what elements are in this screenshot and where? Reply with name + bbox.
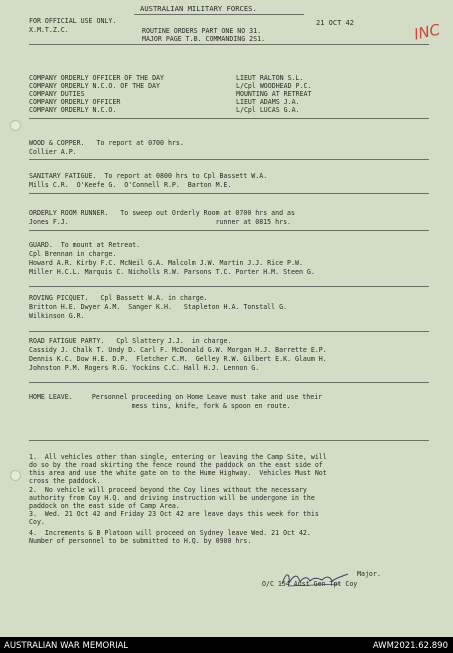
divider (29, 193, 429, 194)
duty-name: MOUNTING AT RETREAT (236, 90, 312, 98)
archive-name: AUSTRALIAN WAR MEMORIAL (4, 641, 129, 651)
duty-role: COMPANY ORDERLY OFFICER (29, 98, 121, 106)
home-leave-text: mess tins, knife, fork & spoon en route. (80, 402, 291, 410)
note-line: cross the paddock. (29, 477, 101, 485)
wood-names: Collier A.P. (29, 148, 77, 156)
punch-hole (10, 120, 21, 131)
order-date: 21 OCT 42 (316, 19, 354, 27)
road-heading: ROAD FATIGUE PARTY. Cpl Slattery J.J. in charge. (29, 337, 232, 345)
note-line: 1. All vehicles other than single, entering or leaving the Camp Site, will (29, 453, 327, 461)
guard-heading: GUARD. To mount at Retreat. (29, 241, 141, 249)
classification: FOR OFFICIAL USE ONLY. (29, 17, 117, 25)
duty-role: COMPANY ORDERLY N.C.O. (29, 106, 117, 114)
note-line: authority from Coy H.Q. and driving instruction will be undergone in the (29, 494, 315, 502)
divider (29, 118, 429, 119)
duty-name: L/Cpl WOODHEAD P.C. (236, 82, 312, 90)
duty-role: COMPANY ORDERLY OFFICER OF THE DAY (29, 74, 164, 82)
note-line: 3. Wed. 21 Oct 42 and Friday 23 Oct 42 are leave days this week for this (29, 510, 319, 518)
archive-footer (0, 637, 453, 653)
note-line: this area and use the white gate on to the Hume Highway. Vehicles Must Not (29, 469, 327, 477)
note-line: paddock on the east side of Camp Area. (29, 502, 180, 510)
roving-names: Wilkinson G.R. (29, 312, 85, 320)
road-names: Dennis K.C. Dow H.E. D.P. Fletcher C.M. Gelley R.W. Gilbert E.K. Glaum H. (29, 355, 327, 363)
document-title: AUSTRALIAN MILITARY FORCES. (140, 4, 257, 13)
roving-heading: ROVING PICQUET. Cpl Bassett W.A. in charge. (29, 294, 208, 302)
orderly-room-names: Jones F.J. runner at 0815 hrs. (29, 218, 292, 226)
home-leave-heading: HOME LEAVE. (29, 393, 73, 401)
handwritten-stamp: INC (412, 20, 442, 44)
guard-charge: Cpl Brennan in charge. (29, 250, 117, 258)
road-names: Cassidy J. Chalk T. Undy D. Carl F. McDonald G.W. Morgan H.J. Barrette E.P. (29, 346, 327, 354)
divider (29, 331, 429, 332)
home-leave-text: Personnel proceeding on Home Leave must take and use their (80, 393, 323, 401)
signature-rank: Major. (357, 570, 381, 578)
road-names: Johnston P.M. Rogers R.G. Yockins C.C. Hall H.J. Lennon G. (29, 364, 260, 372)
guard-names: Miller H.C.L. Marquis C. Nicholls R.W. Parsons T.C. Porter H.M. Steen G. (29, 268, 315, 276)
title-underline (134, 14, 304, 15)
divider (29, 230, 429, 231)
divider (29, 159, 429, 160)
duty-name: LIEUT ADAMS J.A. (236, 98, 300, 106)
note-line: Number of personnel to be submitted to H.Q. by 0900 hrs. (29, 537, 252, 545)
roving-names: Britton H.E. Dwyer A.M. Sanger K.H. Stapleton H.A. Tonstall G. (29, 303, 288, 311)
divider (29, 382, 429, 383)
note-line: 4. Increments & B Platoon will proceed on Sydney leave Wed. 21 Oct 42. (29, 529, 311, 537)
archive-reference: AWM2021.62.890 (372, 641, 448, 651)
orders-number: ROUTINE ORDERS PART ONE NO 31. (142, 27, 262, 35)
note-line: 2. No vehicle will proceed beyond the Coy lines without the necessary (29, 486, 307, 494)
divider (29, 44, 429, 45)
duty-name: L/Cpl LUCAS G.A. (236, 106, 300, 114)
orderly-room-heading: ORDERLY ROOM RUNNER. To sweep out Orderly Room at 0700 hrs and as (29, 209, 295, 217)
divider (29, 440, 429, 441)
duty-role: COMPANY DUTIES (29, 90, 85, 98)
punch-hole (10, 470, 21, 481)
duty-name: LIEUT RALTON S.L. (236, 74, 304, 82)
unit-code: X.M.T.Z.C. (29, 26, 69, 34)
commander: MAJOR PAGE T.B. COMMANDING 2S1. (142, 35, 266, 43)
note-line: do so by the road skirting the fence round the paddock on the east side of (29, 461, 323, 469)
sanitary-heading: SANITARY FATIGUE. To report at 0800 hrs to Cpl Bassett W.A. (29, 172, 268, 180)
note-line: Coy. (29, 518, 45, 526)
wood-heading: WOOD & COPPER. To report at 0700 hrs. (29, 139, 184, 147)
signature-unit: O/C 154 Aust Gen Tpt Coy (262, 580, 358, 588)
guard-names: Howard A.R. Kirby F.C. McNeil G.A. Malcolm J.W. Martin J.J. Rice P.W. (29, 259, 303, 267)
duty-role: COMPANY ORDERLY N.C.O. OF THE DAY (29, 82, 161, 90)
divider (29, 286, 429, 287)
sanitary-names: Mills C.R. O'Keefe G. O'Connell R.P. Barton M.E. (29, 181, 232, 189)
